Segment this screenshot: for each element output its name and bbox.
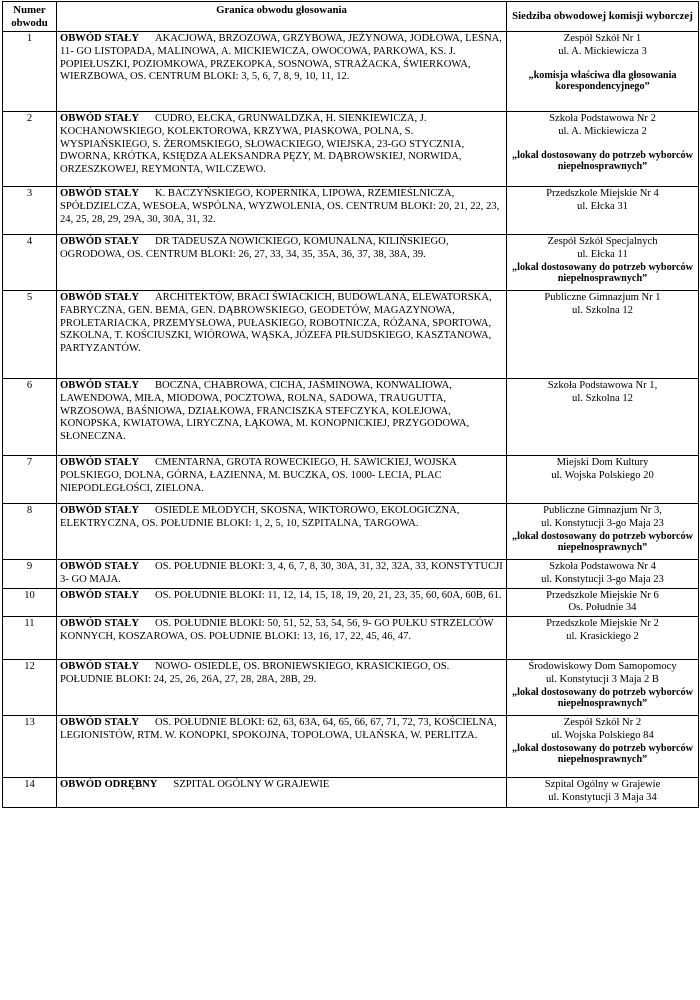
district-number: 1 (3, 32, 57, 112)
boundary-text: OS. POŁUDNIE BLOKI: 62, 63, 63A, 64, 65, 66, 67, 71, 72, 73, KOŚCIELNA, LEGIONISTÓW, RTM. W. KONOPKI, SPOKOJNA, TOPOLOWA, UŁAŃSKA, W. PERLITZA. (60, 717, 497, 741)
seat-address: ul. Szkolna 12 (572, 304, 633, 316)
boundary-text: BOCZNA, CHABROWA, CICHA, JAŚMINOWA, KONWALIOWA, LAWENDOWA, MIŁA, MIODOWA, POCZTOWA, ROLNA, SADOWA, TRAUGUTTA, WRZOSOWA, BAŚNIOWA, DZIAŁKOWA, FRANCISZKA STEFCZYKA, KOLEJOWA, KONOPSKA, KWIATOWA, LIRYCZNA, ŁĄKOWA, M. KONOPNICKIEJ, PRZYGODOWA, SŁONECZNA. (60, 380, 470, 443)
table-row (3, 235, 699, 291)
district-number: 2 (3, 112, 57, 187)
seat-address: ul. Wojska Polskiego 84 (551, 729, 654, 741)
seat-address: ul. Szkolna 12 (572, 392, 633, 404)
seat-name: Miejski Dom Kultury (556, 457, 649, 468)
district-boundary (57, 379, 507, 456)
district-number: 12 (3, 660, 57, 716)
district-kind: OBWÓD STAŁY (60, 561, 139, 572)
commission-seat (507, 456, 699, 504)
boundary-text: NOWO- OSIEDLE, OS. BRONIEWSKIEGO, KRASICKIEGO, OS. POŁUDNIE BLOKI: 24, 25, 26, 26A, 27, 28, 28A, 28B, 29. (60, 661, 450, 685)
table-row (3, 291, 699, 379)
seat-address: ul. Ełcka 11 (577, 248, 628, 260)
boundary-text: SZPITAL OGÓLNY W GRAJEWIE (173, 779, 330, 791)
district-boundary (57, 456, 507, 504)
seat-name: Publiczne Gimnazjum Nr 1 (544, 292, 661, 303)
district-kind: OBWÓD STAŁY (60, 380, 139, 391)
district-number: 5 (3, 291, 57, 379)
seat-name: Zespół Szkół Specjalnych (547, 236, 658, 247)
table-header (3, 2, 699, 32)
seat-note: „lokal dostosowany do potrzeb wyborców niepełnosprawnych” (512, 261, 693, 285)
district-kind: OBWÓD STAŁY (60, 717, 139, 729)
district-kind: OBWÓD STAŁY (60, 618, 139, 630)
commission-seat (507, 187, 699, 235)
district-number: 11 (3, 617, 57, 660)
header-row (3, 2, 699, 32)
table-row (3, 379, 699, 456)
seat-name: Szkoła Podstawowa Nr 1, (547, 380, 658, 391)
district-kind: OBWÓD STAŁY (60, 236, 139, 247)
district-boundary (57, 660, 507, 716)
district-boundary (57, 112, 507, 187)
district-number: 3 (3, 187, 57, 235)
table-row (3, 660, 699, 716)
commission-seat (507, 588, 699, 617)
seat-note: „lokal dostosowany do potrzeb wyborców niepełnosprawnych” (512, 530, 693, 554)
header-boundary: Granica obwodu głosowania (57, 2, 507, 32)
table-row (3, 504, 699, 560)
district-kind: OBWÓD STAŁY (60, 113, 139, 124)
district-number: 13 (3, 716, 57, 778)
district-number: 14 (3, 778, 57, 808)
boundary-text: OS. POŁUDNIE BLOKI: 3, 4, 6, 7, 8, 30, 30A, 31, 32, 32A, 33, KONSTYTUCJI 3- GO MAJA. (60, 561, 503, 585)
district-boundary (57, 560, 507, 589)
district-boundary (57, 32, 507, 112)
district-number: 10 (3, 588, 57, 617)
commission-seat (507, 235, 699, 291)
table-body (3, 32, 699, 808)
district-kind: OBWÓD STAŁY (60, 33, 139, 44)
district-number: 4 (3, 235, 57, 291)
seat-name: Przedszkole Miejskie Nr 4 (546, 188, 659, 199)
seat-note: „komisja właściwa dla głosowania korespondencyjnego” (528, 69, 677, 93)
commission-seat (507, 617, 699, 660)
commission-seat (507, 660, 699, 716)
district-kind: OBWÓD STAŁY (60, 589, 139, 601)
commission-seat (507, 504, 699, 560)
district-boundary (57, 716, 507, 778)
seat-name: Środowiskowy Dom Samopomocy (528, 661, 677, 673)
district-kind: OBWÓD STAŁY (60, 505, 139, 516)
commission-seat (507, 379, 699, 456)
commission-seat (507, 112, 699, 187)
seat-name: Publiczne Gimnazjum Nr 3, (543, 505, 662, 516)
districts-table (2, 1, 699, 808)
district-number: 9 (3, 560, 57, 589)
table-row (3, 456, 699, 504)
seat-address: ul. Konstytucji 3-go Maja 23 (541, 517, 664, 529)
seat-note: „lokal dostosowany do potrzeb wyborców niepełnosprawnych” (512, 686, 693, 710)
boundary-text: ARCHITEKTÓW, BRACI ŚWIACKICH, BUDOWLANA, ELEWATORSKA, FABRYCZNA, GEN. BEMA, GEN. DĄBROWSKIEGO, GEODETÓW, MAGAZYNOWA, PROLETARIACKA, PRZEMYSŁOWA, PUŁASKIEGO, ROBOTNICZA, RÓŻANA, SPORTOWA, SZKOLNA, T. KOŚCIUSZKI, WIÓROWA, WĄSKA, JÓZEFA PIŁSUDSKIEGO, KASZTANOWA, PARTYZANTÓW. (60, 292, 492, 355)
seat-name: Szkoła Podstawowa Nr 2 (549, 113, 656, 124)
commission-seat (507, 32, 699, 112)
commission-seat (507, 291, 699, 379)
table-row (3, 588, 699, 617)
seat-address: ul. Konstytucji 3 Maja 34 (548, 791, 657, 803)
district-boundary (57, 617, 507, 660)
seat-address: ul. Konstytucji 3-go Maja 23 (541, 573, 664, 585)
table-row (3, 560, 699, 589)
district-number: 7 (3, 456, 57, 504)
district-boundary (57, 291, 507, 379)
seat-name: Przedszkole Miejskie Nr 2 (546, 618, 659, 630)
district-kind: OBWÓD STAŁY (60, 661, 139, 673)
commission-seat (507, 716, 699, 778)
seat-name: Szkoła Podstawowa Nr 4 (549, 561, 656, 572)
district-kind: OBWÓD ODRĘBNY (60, 779, 158, 791)
district-kind: OBWÓD STAŁY (60, 292, 139, 303)
table-row (3, 112, 699, 187)
seat-name: Zespół Szkół Nr 1 (563, 33, 642, 44)
header-number: Numer obwodu (3, 2, 57, 32)
boundary-text: DR TADEUSZA NOWICKIEGO, KOMUNALNA, KILIŃSKIEGO, OGRODOWA, OS. CENTRUM BLOKI: 26, 27, 33, 34, 35, 35A, 36, 37, 38, 38A, 39. (60, 236, 449, 260)
seat-note: „lokal dostosowany do potrzeb wyborców niepełnosprawnych” (512, 742, 693, 766)
boundary-text: OS. POŁUDNIE BLOKI: 50, 51, 52, 53, 54, 56, 9- GO PUŁKU STRZELCÓW KONNYCH, KOSZAROWA, OS. POŁUDNIE BLOKI: 13, 16, 17, 22, 45, 46, 47. (60, 618, 494, 642)
district-boundary (57, 504, 507, 560)
seat-address: ul. Konstytucji 3 Maja 2 B (546, 673, 659, 685)
table-row (3, 778, 699, 808)
boundary-text: CMENTARNA, GROTA ROWECKIEGO, H. SAWICKIEJ, WOJSKA POLSKIEGO, DOLNA, GÓRNA, ŁAZIENNA, M. BUCZKA, OS. 1000- LECIA, PLAC NIEPODLEGŁOŚCI, ZIELONA. (60, 457, 457, 494)
seat-name: Szpital Ogólny w Grajewie (544, 779, 661, 791)
district-boundary (57, 187, 507, 235)
commission-seat (507, 778, 699, 808)
table-row (3, 617, 699, 660)
district-boundary (57, 235, 507, 291)
seat-address: ul. Ełcka 31 (577, 200, 628, 212)
boundary-text: CUDRO, EŁCKA, GRUNWALDZKA, H. SIENKIEWICZA, J. KOCHANOWSKIEGO, KOLEKTOROWA, KRZYWA, PIASKOWA, POLNA, S. WYSPIAŃSKIEGO, S. ŻEROMSKIEGO, SŁOWACKIEGO, WIEJSKA, 23-GO STYCZNIA, DWORNA, KRÓTKA, KSIĘDZA ALEKSANDRA PĘZY, M. DĄBROWSKIEJ, NORWIDA, ORZESZKOWEJ, REYMONTA, WILCZEWO. (60, 113, 465, 176)
seat-address: ul. Wojska Polskiego 20 (551, 469, 654, 481)
commission-seat (507, 560, 699, 589)
district-kind: OBWÓD STAŁY (60, 457, 139, 468)
district-kind: OBWÓD STAŁY (60, 188, 139, 199)
district-number: 8 (3, 504, 57, 560)
table-row (3, 716, 699, 778)
seat-note: „lokal dostosowany do potrzeb wyborców niepełnosprawnych” (512, 149, 693, 173)
district-number: 6 (3, 379, 57, 456)
seat-name: Przedszkole Miejskie Nr 6 (546, 589, 659, 601)
boundary-text: OS. POŁUDNIE BLOKI: 11, 12, 14, 15, 18, 19, 20, 21, 23, 35, 60, 60A, 60B, 61. (154, 589, 502, 601)
seat-address: ul. Krasickiego 2 (566, 630, 639, 642)
table-row (3, 32, 699, 112)
district-boundary (57, 588, 507, 617)
seat-name: Zespół Szkół Nr 2 (563, 717, 642, 729)
seat-address: Os. Południe 34 (568, 602, 637, 614)
table-row (3, 187, 699, 235)
boundary-text: AKACJOWA, BRZOZOWA, GRZYBOWA, JEŻYNOWA, JODŁOWA, LEŚNA, 11- GO LISTOPADA, MALINOWA, A. MICKIEWICZA, OWOCOWA, PARKOWA, KS. J. POPIEŁUSZKI, POZIOMKOWA, PRZEKOPKA, SOSNOWA, STRAŻACKA, ŚWIERKOWA, WIERZBOWA, OS. CENTRUM BLOKI: 3, 5, 6, 7, 8, 9, 10, 11, 12. (60, 33, 502, 83)
district-boundary (57, 778, 507, 808)
header-seat: Siedziba obwodowej komisji wyborczej (507, 2, 699, 32)
seat-address: ul. A. Mickiewicza 3 (558, 45, 647, 57)
boundary-text: OSIEDLE MŁODYCH, SKOSNA, WIKTOROWO, EKOLOGICZNA, ELEKTRYCZNA, OS. POŁUDNIE BLOKI: 1, 2, 5, 10, SZPITALNA, TARGOWA. (60, 505, 460, 529)
seat-address: ul. A. Mickiewicza 2 (558, 125, 647, 137)
boundary-text: K. BACZYŃSKIEGO, KOPERNIKA, LIPOWA, RZEMIEŚLNICZA, SPÓŁDZIELCZA, WESOŁA, WSPÓLNA, WYZWOLENIA, OS. CENTRUM BLOKI: 20, 21, 22, 23, 24, 25, 28, 29, 29A, 30, 30A, 31, 32. (60, 188, 500, 225)
